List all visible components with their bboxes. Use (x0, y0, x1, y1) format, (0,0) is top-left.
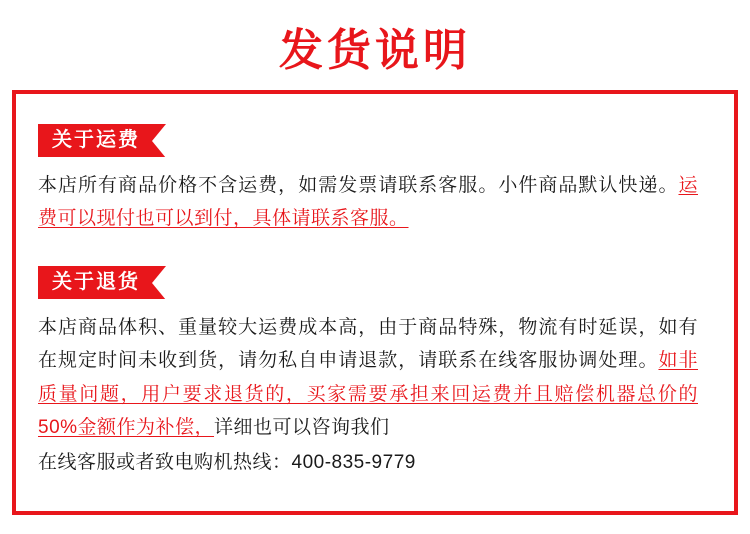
notice-panel (12, 90, 738, 515)
section-shipping-text (38, 169, 698, 236)
notice-panel-inner (38, 108, 712, 501)
return-text-plain-first: 本店商品体积、重量较大运费成本高，由于商品特殊，物流有时延误，如有在规定时间未收到货，请勿私自申请退款，请联系在线客服协调处理。 (38, 317, 698, 372)
page-title: 发货说明 (279, 26, 471, 75)
section-shipping-label: 关于运费 (38, 124, 166, 157)
return-text-highlight: 如非质量问题，用户要求退货的，买家需要承担来回运费并且赔偿机器总价的50%金额作为补偿， (38, 350, 698, 438)
return-text-plain-last: 详细也可以咨询我们 (214, 416, 390, 438)
section-shipping (38, 124, 698, 236)
shipping-text-highlight: 运费可以现付也可以到付，具体请联系客服。 (38, 175, 698, 230)
shipping-text-plain: 本店所有商品价格不含运费，如需发票请联系客服。小件商品默认快递。 (38, 175, 679, 196)
section-return-label: 关于退货 (38, 266, 166, 299)
return-hotline: 在线客服或者致电购机热线：400-835-9779 (38, 452, 416, 473)
section-return (38, 266, 698, 479)
section-return-text (38, 311, 698, 444)
